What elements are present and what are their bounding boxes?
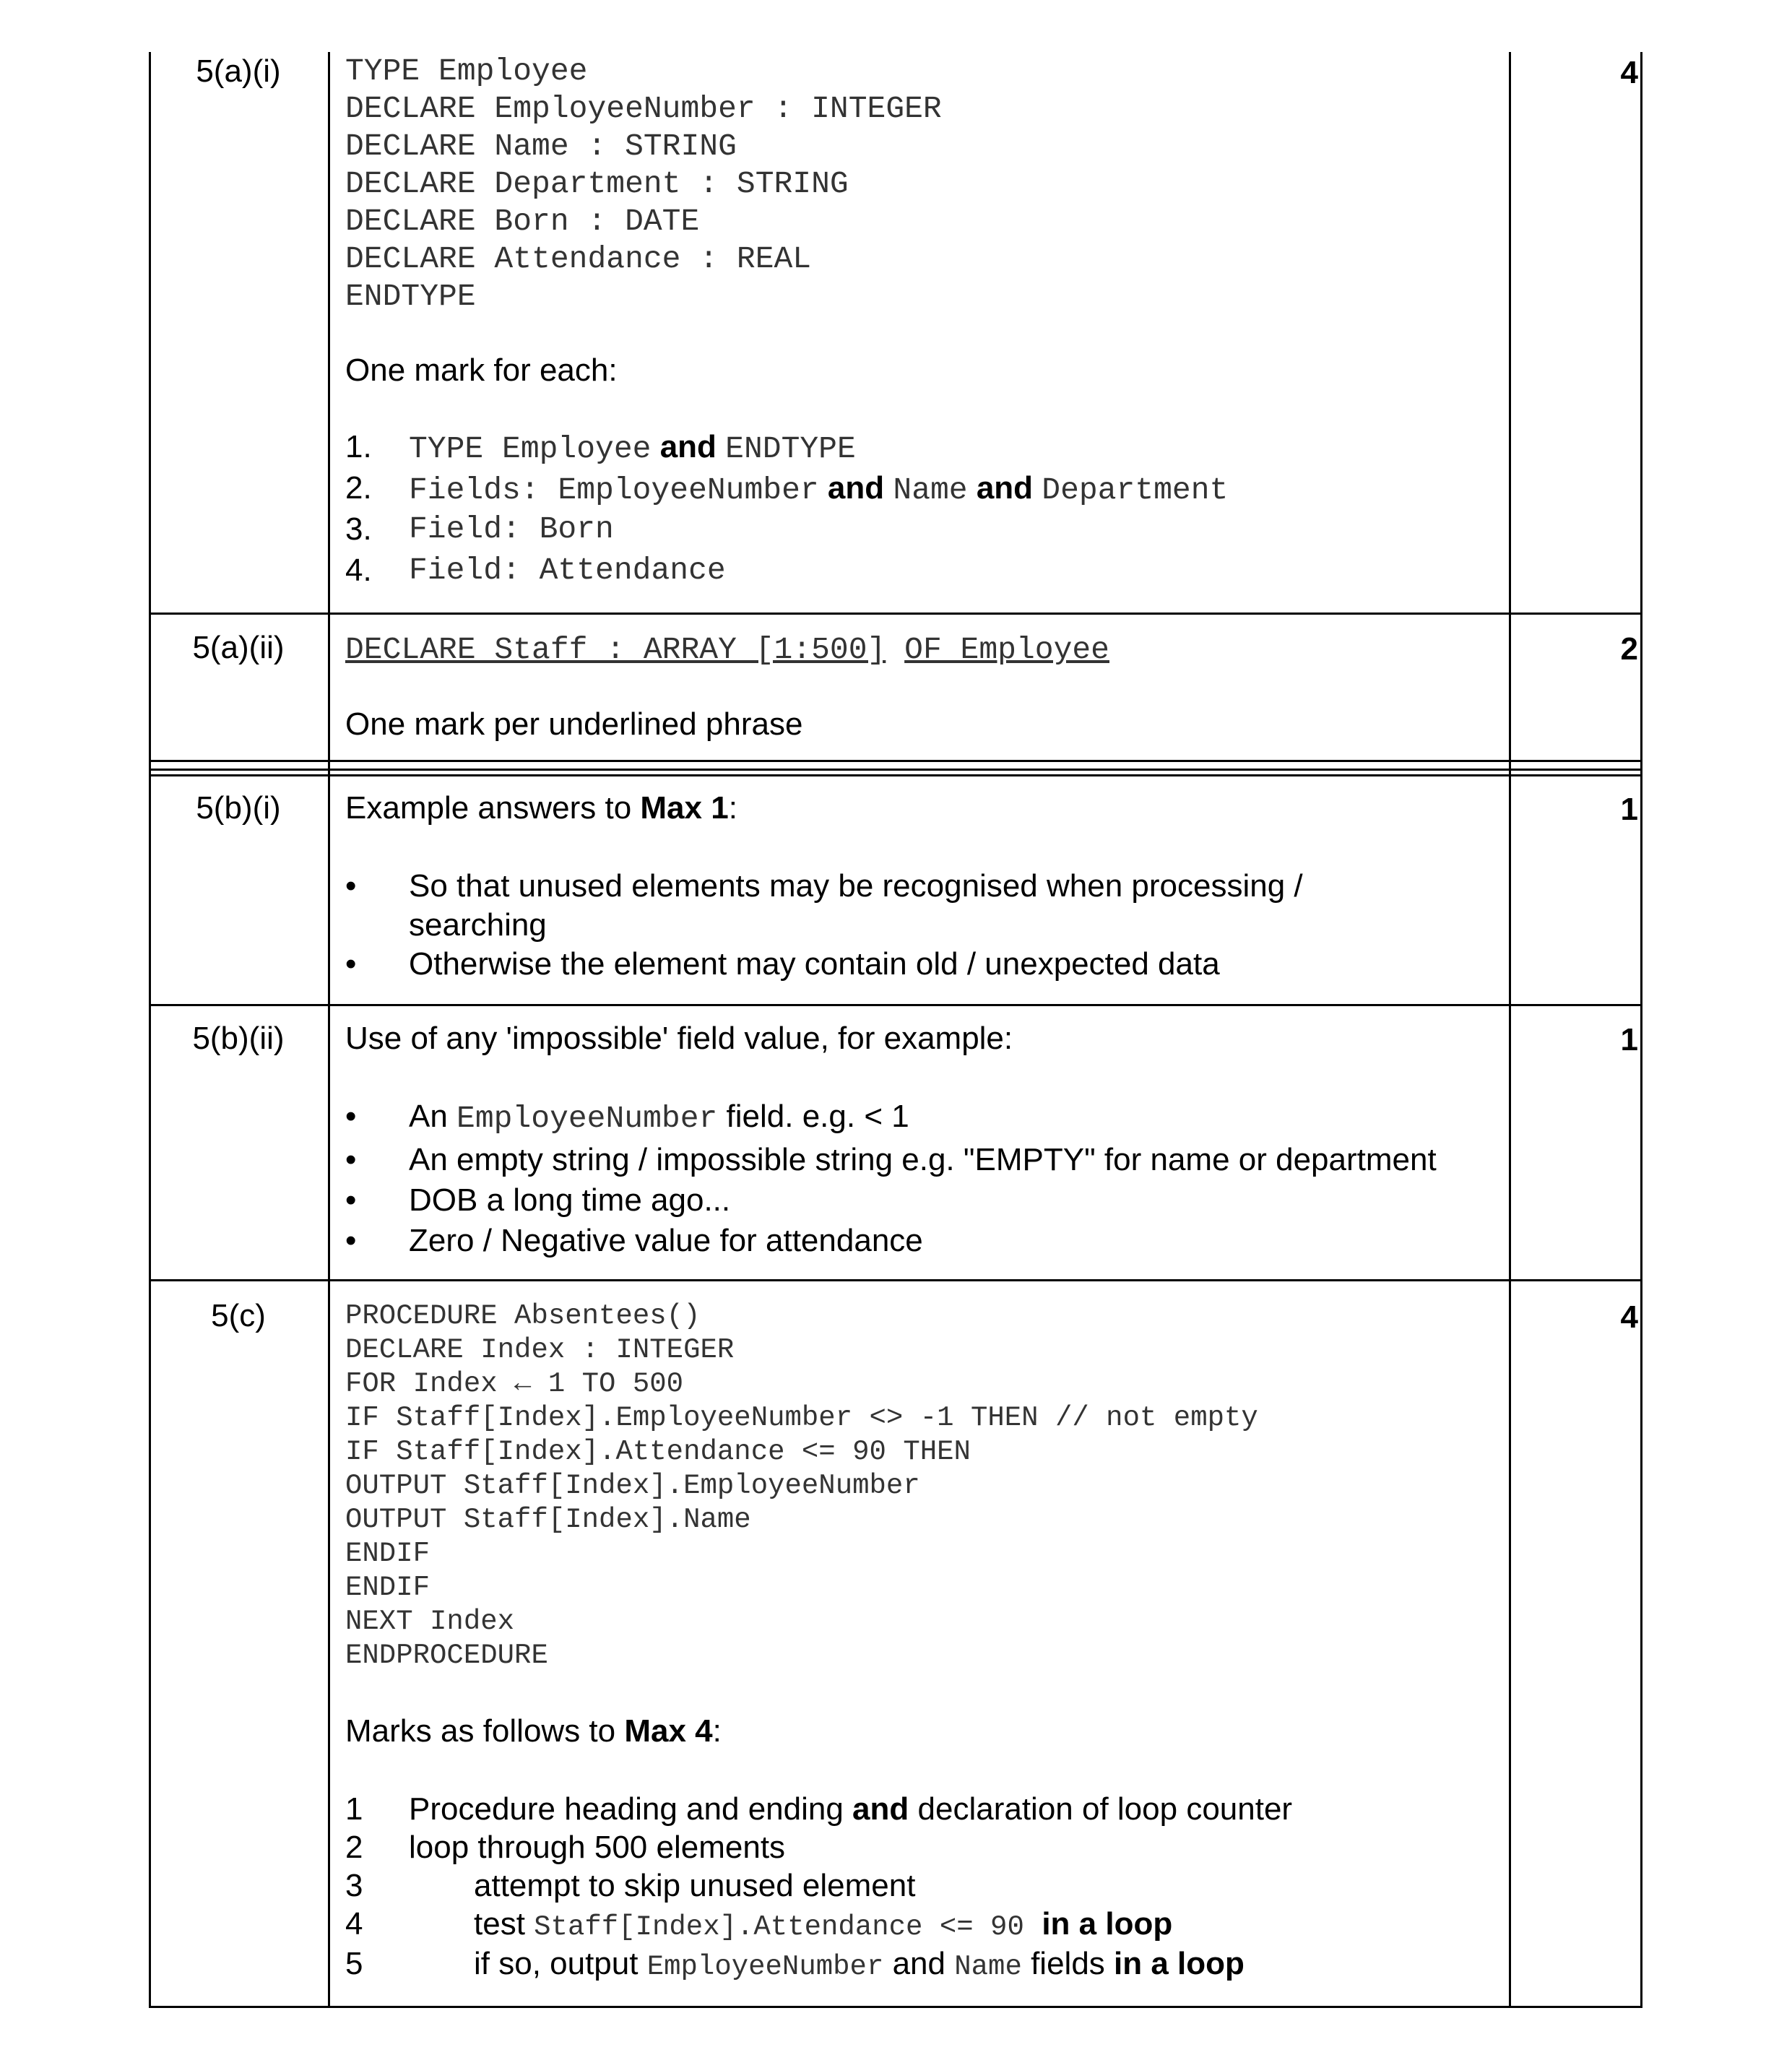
code-line: OUTPUT Staff[Index].EmployeeNumber: [345, 1470, 920, 1502]
table-bottom-border: [149, 2006, 1642, 2008]
code-line: NEXT Index: [345, 1606, 515, 1637]
point-number: 1: [345, 1791, 363, 1827]
code-line: ENDTYPE: [345, 279, 476, 314]
code-line: TYPE Employee: [345, 53, 588, 89]
row-divider: [149, 769, 1642, 771]
code-term: EmployeeNumber: [456, 1101, 718, 1136]
code-line: ENDIF: [345, 1572, 430, 1604]
question-number: 5(b)(ii): [192, 1021, 285, 1056]
marking-note: One mark per underlined phrase: [345, 706, 803, 742]
mark-scheme-page: 5(a)(i) 4 TYPE Employee DECLARE EmployeeNumber : INTEGER DECLARE Name : STRING DECLARE Department : STRING DECLARE Born : DATE DECLARE Attendance : REAL ENDTYPE One mark for each: 1. TYPE Employee and ENDTYPE 2. Fields: EmployeeNumber and Name and Department 3. Field: Born 4. Field: Attendance 5(a)(ii) 2 DECLARE Staff : ARRAY [1:500] OF Employee One mark per underlined phrase 5(b)(i) 1 Example answers to Max 1: • So that unused elements may be recognised when processing / searching • Otherwise the element may contain old / unexpected data 5(b)(ii) 1 Use of any 'impossible' field value, for example: • An EmployeeNumber field. e.g. < 1 • An empty string / impossible string e.g. "EMPTY" for name or department • DOB a long time ago... • Zero / Negative value for attendance 5(c) 4 PROCEDURE Absentees() DECLARE Index : INTEGER FOR Index ← 1 TO 500 IF Staff[Index].EmployeeNumber <> -1 THEN // not empty IF Staff[Index].Attendance <= 90 THEN OUTPUT Staff[Index].EmployeeNumber OUTPUT Staff[Index].Name ENDIF ENDIF NEXT Index ENDPROCEDURE Marks as follows to Max 4: 1 Procedure heading and ending and declaration of loop counter 2 loop through 500 elements 3 attempt to skip unused element 4 test Staff[Index].Attendance <= 90 in a loop 5 if so, output EmployeeNumber and Name fields in a loop: [0, 0, 1792, 2060]
code-line: DECLARE Department : STRING: [345, 166, 849, 202]
code-term: EmployeeNumber: [646, 1951, 884, 1983]
bullet-icon: •: [345, 946, 357, 982]
marking-intro: Marks as follows to Max 4:: [345, 1713, 722, 1749]
code-term: Field: Born: [409, 511, 614, 547]
code-line: DECLARE Born : DATE: [345, 204, 700, 239]
code-line: DECLARE EmployeeNumber : INTEGER: [345, 91, 942, 126]
code-line: PROCEDURE Absentees(): [345, 1300, 701, 1332]
point-number: 2: [345, 1830, 363, 1865]
marks-value: 1: [1620, 1022, 1638, 1057]
code-line: ENDPROCEDURE: [345, 1640, 548, 1671]
underlined-phrase: DECLARE Staff : ARRAY [1:500]: [345, 632, 886, 667]
question-number: 5(b)(i): [196, 790, 281, 826]
row-divider: [149, 1004, 1642, 1006]
column-divider-question: [328, 52, 330, 2008]
code-line: IF Staff[Index].EmployeeNumber <> -1 THEN // not empty: [345, 1402, 1258, 1434]
code-line: FOR Index ← 1 TO 500: [345, 1368, 684, 1400]
marking-intro: Use of any 'impossible' field value, for example:: [345, 1021, 1013, 1056]
question-number: 5(a)(ii): [192, 630, 285, 665]
row-divider: [149, 760, 1642, 762]
bold-and: and: [852, 1791, 909, 1827]
point-number: 3: [345, 1868, 363, 1903]
row-divider: [149, 1279, 1642, 1281]
row-divider: [149, 774, 1642, 776]
max-marks: Max 1: [640, 790, 729, 826]
marking-intro: Example answers to Max 1:: [345, 790, 737, 826]
bullet-icon: •: [345, 1142, 357, 1177]
marks-value: 4: [1620, 55, 1638, 90]
code-term: Name: [954, 1951, 1022, 1983]
marking-intro: One mark for each:: [345, 352, 618, 388]
item-number: 1.: [345, 429, 372, 464]
in-a-loop: in a loop: [1114, 1946, 1245, 1981]
code-line: ENDIF: [345, 1538, 430, 1570]
code-line: DECLARE Name : STRING: [345, 129, 737, 164]
code-term: ENDTYPE: [725, 431, 856, 467]
bullet-icon: •: [345, 1182, 357, 1218]
underlined-phrase: OF Employee: [904, 632, 1109, 667]
item-number: 4.: [345, 553, 372, 588]
code-term: Field: Attendance: [409, 553, 726, 588]
code-term: Department: [1042, 472, 1229, 508]
marks-value: 2: [1620, 631, 1638, 667]
bold-and: and: [818, 470, 893, 506]
point-number: 5: [345, 1946, 363, 1981]
max-marks: Max 4: [624, 1713, 713, 1749]
code-term: Name: [893, 472, 968, 508]
bullet-icon: •: [345, 1223, 357, 1258]
bullet-icon: •: [345, 868, 357, 904]
code-term: Fields: EmployeeNumber: [409, 472, 819, 508]
point-number: 4: [345, 1906, 363, 1942]
code-term: Staff[Index].Attendance <= 90: [534, 1911, 1024, 1943]
item-number: 3.: [345, 511, 372, 547]
question-number: 5(a)(i): [196, 53, 281, 89]
code-line: DECLARE Attendance : REAL: [345, 241, 812, 277]
bold-and: and: [651, 429, 726, 464]
marks-value: 4: [1620, 1299, 1638, 1335]
row-divider: [149, 613, 1642, 615]
item-number: 2.: [345, 470, 372, 506]
code-line: DECLARE Index : INTEGER: [345, 1334, 735, 1366]
code-line: IF Staff[Index].Attendance <= 90 THEN: [345, 1436, 971, 1468]
in-a-loop: in a loop: [1023, 1906, 1173, 1942]
code-line: [345, 630, 1109, 667]
bullet-icon: •: [345, 1099, 357, 1134]
code-term: TYPE Employee: [409, 431, 652, 467]
code-line: OUTPUT Staff[Index].Name: [345, 1504, 751, 1536]
marks-value: 1: [1620, 792, 1638, 827]
question-number: 5(c): [211, 1298, 266, 1333]
bold-and: and: [967, 470, 1042, 506]
